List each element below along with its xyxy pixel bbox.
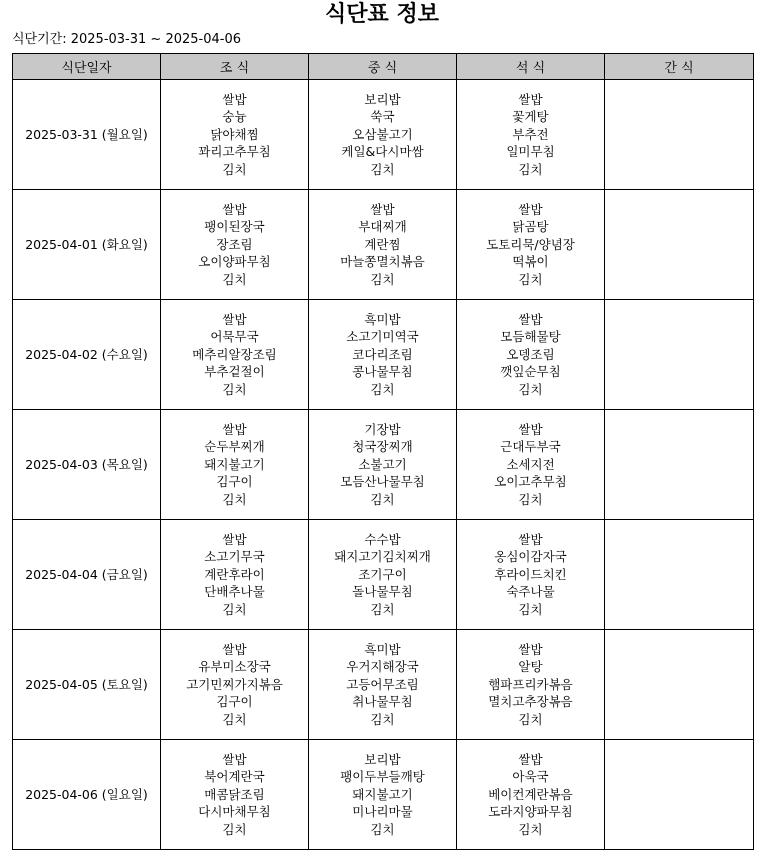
dish-item: 다시마채무침 <box>198 804 271 820</box>
dish-item: 김치 <box>518 161 543 177</box>
dish-item: 콩나물무침 <box>352 364 413 380</box>
dish-item: 김치 <box>222 381 247 397</box>
dish-item: 김치 <box>518 711 543 727</box>
dish-item: 팽이두부들깨탕 <box>340 769 425 785</box>
dish-item: 쌀밥 <box>518 531 543 547</box>
dish-item: 쌀밥 <box>518 91 543 107</box>
dish-item: 기장밥 <box>364 421 401 437</box>
dish-item: 오삼불고기 <box>352 126 413 142</box>
dish-item: 쌀밥 <box>370 201 395 217</box>
dish-item: 소세지전 <box>506 456 555 472</box>
snack-cell <box>605 300 754 410</box>
date-cell: 2025-04-01 (화요일) <box>13 190 161 300</box>
dish-item: 우거지해장국 <box>346 659 419 675</box>
dish-item: 쑥국 <box>370 109 395 125</box>
dish-item: 닭곰탕 <box>512 219 549 235</box>
dish-item: 김치 <box>370 821 395 837</box>
dish-item: 김치 <box>518 601 543 617</box>
dish-item: 부추겉절이 <box>204 364 265 380</box>
dish-item: 도라지양파무침 <box>488 804 573 820</box>
dish-item: 김치 <box>518 271 543 287</box>
dish-item: 수수밥 <box>364 531 401 547</box>
meal-period: 식단기간: 2025-03-31 ~ 2025-04-06 <box>12 32 242 47</box>
date-cell: 2025-04-04 (금요일) <box>13 520 161 630</box>
dish-item: 쌀밥 <box>518 201 543 217</box>
dish-item: 어묵무국 <box>210 329 259 345</box>
dish-item: 마늘쫑멸치볶음 <box>340 254 425 270</box>
dish-item: 소고기무국 <box>204 549 265 565</box>
dish-item: 김치 <box>518 491 543 507</box>
dish-item: 계란후라이 <box>204 566 265 582</box>
dish-item: 흑미밥 <box>364 641 401 657</box>
snack-cell <box>605 190 754 300</box>
breakfast-cell <box>161 520 309 630</box>
dish-item: 쌀밥 <box>518 311 543 327</box>
header-dinner: 석 식 <box>457 54 605 80</box>
dish-item: 메추리알장조림 <box>192 346 277 362</box>
dish-item: 숭늉 <box>222 109 247 125</box>
dish-item: 김치 <box>518 821 543 837</box>
dinner-cell <box>457 410 605 520</box>
date-cell: 2025-04-03 (목요일) <box>13 410 161 520</box>
dish-item: 김치 <box>222 821 247 837</box>
dish-item: 매콤닭조림 <box>204 786 265 802</box>
lunch-cell <box>309 300 457 410</box>
dish-item: 단배추나물 <box>204 584 265 600</box>
table-row <box>13 410 754 520</box>
date-cell: 2025-04-05 (토요일) <box>13 630 161 740</box>
header-snack: 간 식 <box>605 54 754 80</box>
dinner-cell <box>457 630 605 740</box>
dish-item: 부대찌개 <box>358 219 407 235</box>
dish-item: 꽃게탕 <box>512 109 549 125</box>
lunch-cell <box>309 410 457 520</box>
lunch-cell <box>309 740 457 850</box>
date-cell: 2025-04-02 (수요일) <box>13 300 161 410</box>
dish-item: 소고기미역국 <box>346 329 419 345</box>
table-row <box>13 520 754 630</box>
table-row <box>13 80 754 190</box>
dish-item: 케일&다시마쌈 <box>341 144 424 160</box>
dish-item: 숙주나물 <box>506 584 555 600</box>
dish-item: 순두부찌개 <box>204 439 265 455</box>
dish-item: 김치 <box>370 601 395 617</box>
dish-item: 옹심이감자국 <box>494 549 567 565</box>
dish-item: 근대두부국 <box>500 439 561 455</box>
dish-item: 떡볶이 <box>512 254 549 270</box>
date-cell: 2025-04-06 (일요일) <box>13 740 161 850</box>
dish-item: 고기민찌가지볶음 <box>186 676 283 692</box>
dish-item: 김치 <box>222 271 247 287</box>
dinner-cell <box>457 520 605 630</box>
dish-item: 쌀밥 <box>222 311 247 327</box>
dish-item: 김구이 <box>216 694 253 710</box>
dish-item: 장조림 <box>216 236 253 252</box>
dish-item: 김치 <box>370 161 395 177</box>
breakfast-cell <box>161 630 309 740</box>
dish-item: 아욱국 <box>512 769 549 785</box>
dish-item: 멸치고추장볶음 <box>488 694 573 710</box>
dish-item: 흑미밥 <box>364 311 401 327</box>
header-breakfast: 조 식 <box>161 54 309 80</box>
dish-item: 꽈리고추무침 <box>198 144 271 160</box>
dish-item: 보리밥 <box>364 91 401 107</box>
snack-cell <box>605 630 754 740</box>
dish-item: 청국장찌개 <box>352 439 413 455</box>
snack-cell <box>605 80 754 190</box>
dish-item: 베이컨계란볶음 <box>488 786 573 802</box>
dish-item: 팽이된장국 <box>204 219 265 235</box>
dinner-cell <box>457 740 605 850</box>
dish-item: 김치 <box>370 711 395 727</box>
meal-table <box>12 53 754 850</box>
dish-item: 부추전 <box>512 126 549 142</box>
dish-item: 돼지불고기 <box>204 456 265 472</box>
dish-item: 북어계란국 <box>204 769 265 785</box>
dish-item: 오이양파무침 <box>198 254 271 270</box>
dish-item: 김치 <box>370 491 395 507</box>
dish-item: 깻잎순무침 <box>500 364 561 380</box>
dish-item: 김치 <box>222 711 247 727</box>
dish-item: 쌀밥 <box>222 641 247 657</box>
dish-item: 모듬산나물무침 <box>340 474 425 490</box>
dish-item: 모듬해물탕 <box>500 329 561 345</box>
table-row <box>13 740 754 850</box>
header-date: 식단일자 <box>13 54 161 80</box>
snack-cell <box>605 740 754 850</box>
dish-item: 쌀밥 <box>518 641 543 657</box>
breakfast-cell <box>161 740 309 850</box>
breakfast-cell <box>161 410 309 520</box>
dish-item: 김치 <box>222 601 247 617</box>
dish-item: 후라이드치킨 <box>494 566 567 582</box>
dish-item: 돌나물무침 <box>352 584 413 600</box>
table-row <box>13 190 754 300</box>
dish-item: 유부미소장국 <box>198 659 271 675</box>
breakfast-cell <box>161 80 309 190</box>
dish-item: 미나리마물 <box>352 804 413 820</box>
dish-item: 계란찜 <box>364 236 401 252</box>
dish-item: 고등어무조림 <box>346 676 419 692</box>
dish-item: 쌀밥 <box>222 751 247 767</box>
snack-cell <box>605 520 754 630</box>
dish-item: 돼지고기김치찌개 <box>334 549 431 565</box>
dish-item: 오이고추무침 <box>494 474 567 490</box>
dish-item: 김구이 <box>216 474 253 490</box>
header-row <box>13 54 754 80</box>
lunch-cell <box>309 630 457 740</box>
dish-item: 보리밥 <box>364 751 401 767</box>
dish-item: 쌀밥 <box>518 421 543 437</box>
dish-item: 김치 <box>370 381 395 397</box>
snack-cell <box>605 410 754 520</box>
dish-item: 닭야채찜 <box>210 126 259 142</box>
table-row <box>13 300 754 410</box>
dish-item: 코다리조림 <box>352 346 413 362</box>
lunch-cell <box>309 520 457 630</box>
dish-item: 김치 <box>222 491 247 507</box>
lunch-cell <box>309 190 457 300</box>
dish-item: 쌀밥 <box>518 751 543 767</box>
breakfast-cell <box>161 300 309 410</box>
dish-item: 햄파프리카볶음 <box>488 676 573 692</box>
dish-item: 김치 <box>518 381 543 397</box>
dish-item: 일미무침 <box>506 144 555 160</box>
page-title: 식단표 정보 <box>325 2 439 27</box>
dish-item: 취나물무침 <box>352 694 413 710</box>
dish-item: 도토리묵/양념장 <box>486 236 575 252</box>
date-cell: 2025-03-31 (월요일) <box>13 80 161 190</box>
dinner-cell <box>457 190 605 300</box>
dish-item: 쌀밥 <box>222 201 247 217</box>
dish-item: 오뎅조림 <box>506 346 555 362</box>
dish-item: 조기구이 <box>358 566 407 582</box>
dish-item: 소불고기 <box>358 456 407 472</box>
dish-item: 돼지불고기 <box>352 786 413 802</box>
table-row <box>13 630 754 740</box>
dish-item: 김치 <box>370 271 395 287</box>
header-lunch: 중 식 <box>309 54 457 80</box>
dish-item: 김치 <box>222 161 247 177</box>
lunch-cell <box>309 80 457 190</box>
dish-item: 쌀밥 <box>222 421 247 437</box>
breakfast-cell <box>161 190 309 300</box>
dinner-cell <box>457 80 605 190</box>
dish-item: 쌀밥 <box>222 531 247 547</box>
dinner-cell <box>457 300 605 410</box>
dish-item: 쌀밥 <box>222 91 247 107</box>
dish-item: 알탕 <box>518 659 543 675</box>
